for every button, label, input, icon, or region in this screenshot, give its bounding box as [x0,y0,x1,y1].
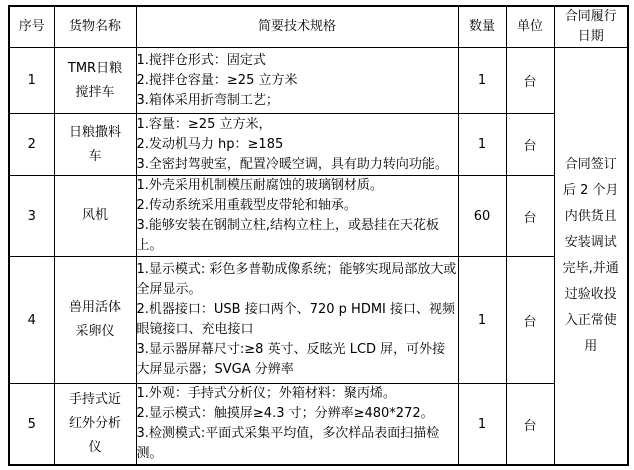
contract-period-text: 合同签订后 2 个月内供货且安装调试完毕,并通过验收投入正常使用 [562,157,619,354]
cell-no: 2 [9,114,54,176]
header-contract-period-label: 合同履行日期 [564,9,617,44]
table-row [9,384,628,466]
cell-unit: 台 [506,114,554,176]
spec-line: 2.搅拌仓容量：≥25 立方米 [136,72,298,88]
spec-line: 2.机器接口：USB 接口两个、720 p HDMI 接口、视频眼镜接口、充电接口 [136,302,456,337]
cell-no: 3 [9,176,54,257]
cell-qty: 1 [458,257,506,384]
cell-qty: 1 [458,114,506,176]
header-cell-unit: 单位 [506,6,554,48]
spec-line: 2.传动系统采用重载型皮带轮和轴承。 [136,198,357,213]
cell-qty: 1 [458,48,506,114]
procurement-table [8,5,629,466]
cell-contract-period [554,48,628,466]
header-row [9,6,628,48]
cell-qty: 1 [458,384,506,466]
table-row [9,257,628,384]
header-cell-name: 货物名称 [54,6,136,48]
cell-name [54,176,136,257]
goods-name: 手持式近红外分析仪 [68,392,121,455]
spec-line: 3.能够安装在钢制立柱,结构立柱上，或悬挂在天花板上。 [136,218,440,253]
header-cell-qty: 数量 [458,6,506,48]
header-cell-specs: 简要技术规格 [136,6,458,48]
cell-qty: 60 [458,176,506,257]
spec-line: 1.外观：手持式分析仪；外箱材料：聚丙烯。 [136,386,396,401]
cell-unit: 台 [506,257,554,384]
spec-line: 3.显示器屏幕尺寸:≥8 英寸、反眩光 LCD 屏，可外接大屏显示器；SVGA 分辨率 [136,342,446,377]
spec-line: 1.容量：≥25 立方米， [136,116,272,132]
spec-line: 3.检测模式:平面式采集平均值，多次样品表面扫描检测。 [136,426,440,461]
spec-line: 1.显示模式: 彩色多普勒成像系统；能够实现局部放大或全屏显示。 [136,262,457,297]
cell-no: 1 [9,48,54,114]
cell-name [54,384,136,466]
cell-specs [136,176,458,257]
cell-unit: 台 [506,48,554,114]
spec-line: 3.箱体采用折弯制工艺； [136,92,279,108]
cell-name [54,48,136,114]
header-cell-no: 序号 [9,6,54,48]
table-row [9,48,628,114]
goods-name: 日粮撒料车 [68,124,121,164]
cell-specs [136,114,458,176]
cell-specs [136,384,458,466]
goods-name: 风机 [81,208,108,223]
cell-specs [136,257,458,384]
cell-specs [136,48,458,114]
cell-name [54,114,136,176]
header-cell-contract-period [554,6,628,48]
spec-line: 1.搅拌仓形式：固定式 [136,52,266,68]
cell-no: 4 [9,257,54,384]
cell-unit: 台 [506,176,554,257]
cell-no: 5 [9,384,54,466]
goods-name: TMR日粮搅拌车 [67,60,123,100]
cell-unit: 台 [506,384,554,466]
cell-name [54,257,136,384]
goods-name: 兽用活体采卵仪 [68,300,121,339]
spec-line: 1.外壳采用机制模压耐腐蚀的玻璃钢材质。 [136,178,383,193]
spec-line: 2.显示模式：触摸屏≥4.3 寸；分辨率≥480*272。 [136,406,434,421]
spec-line: 3.全密封驾驶室，配置冷暖空调，具有助力转向功能。 [136,156,448,172]
table-row [9,176,628,257]
spec-line: 2.发动机马力 hp：≥185 [136,136,284,152]
table-row [9,114,628,176]
